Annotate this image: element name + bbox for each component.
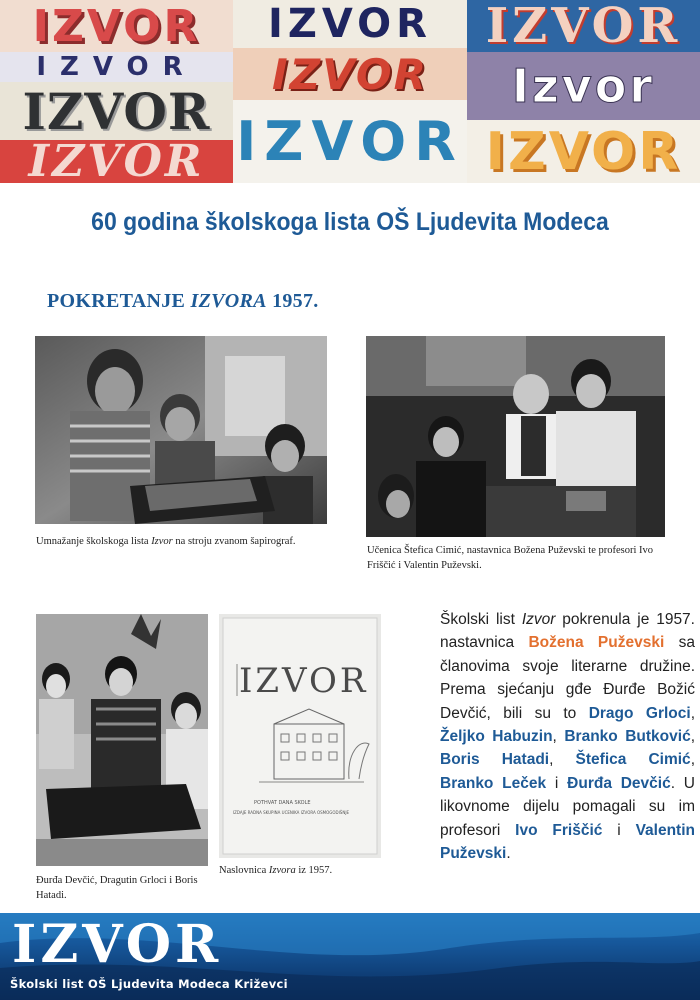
logo-text: IZVOR [272,49,428,99]
logo-text: Izvor [511,59,656,113]
article-text: i [546,774,568,792]
article-text: sa članovima svoje literarne družine. Prema sjećanju gđe Đurđe Božić Devčić, bili su to [440,634,695,722]
highlight-name: Đurđa Devčić [567,774,671,792]
article-text: , [690,704,695,722]
caption-text: iz 1957. [295,865,333,876]
article-text: Školski list [440,611,522,628]
logo-text: IZVOR [28,140,205,183]
highlight-name: Štefica Cimić [575,751,691,769]
photo-mimeograph [35,336,327,524]
logo-tile [233,0,467,48]
caption-text: Umnažanje školskoga lista [36,536,152,547]
highlight-name: Božena Puževski [528,634,665,652]
photo-teachers-students [366,336,665,537]
photo-students [36,614,208,866]
article-text: i [602,821,636,839]
article-text: , [690,728,695,746]
highlight-name: Valentin Puževski [440,821,695,863]
logo-tile [467,0,700,52]
section-heading [47,290,319,313]
caption-italic: Izvora [268,865,296,876]
article-text: . U likovnome dijelu pomagali su im profesori [440,774,695,839]
cover-logo: IZVOR [239,661,369,701]
photo-caption: Đurđa Devčić, Dragutin Grloci i Boris Hatadi. [36,875,198,901]
logo-tile [0,82,233,140]
footer-subtitle: Školski list OŠ Ljudevita Modeca Križevci [10,977,288,991]
logo-tile [0,0,233,52]
header-logo-collage [0,0,700,183]
logo-text: IZVOR [32,0,201,52]
footer-banner [0,913,700,1000]
article-text: pokrenula je 1957. nastavnica [440,611,695,652]
logo-tile [0,52,233,82]
article-text: , [552,728,565,746]
photo-cover-1957 [219,614,381,858]
logo-text: IZVOR [268,1,432,47]
highlight-name: Drago Grloci [588,704,691,722]
photo-caption [36,534,336,549]
logo-text: IZVOR [485,0,682,52]
logo-tile [0,140,233,183]
photo-caption [219,863,384,878]
footer-logo: IZVOR [12,914,223,975]
logo-text: IZVOR [22,82,211,140]
section-heading-suffix: 1957. [266,290,319,312]
cover-line: POTHVAT DANA SKOLE [254,800,311,806]
logo-text: IZVOR [236,110,464,173]
photo-caption: Učenica Štefica Cimić, nastavnica Božena Puževski te profesori Ivo Friščić i Valentin Puževski. [367,545,654,571]
highlight-name: Boris Hatadi [440,751,550,769]
logo-text: IZVOR [485,121,682,182]
logo-tile [233,100,467,183]
logo-text: IZVOR [36,52,197,82]
highlight-name: Branko Butković [564,728,691,746]
logo-tile [467,52,700,120]
section-heading-prefix: POKRETANJE [47,290,191,312]
article-text: , [690,751,695,769]
caption-italic: Izvor [151,536,173,547]
caption-text: na stroju zvanom šapirograf. [172,536,296,547]
cover-line: IZDAJE RADNA SKUPINA UCENIKA IZVORA OSMOGODIŠNJE [233,810,350,815]
logo-tile [233,48,467,100]
highlight-name: Branko Leček [440,774,547,792]
page-title: 60 godina školskoga lista OŠ Ljudevita Modeca [91,208,609,236]
caption-text: Naslovnica [219,865,269,876]
article-body [440,608,695,865]
highlight-name: Željko Habuzin [440,728,553,746]
article-text: . [506,845,511,863]
logo-tile [467,120,700,183]
article-italic: Izvor [521,611,556,628]
section-heading-italic: IZVORA [190,290,267,312]
article-text: , [549,751,576,769]
highlight-name: Ivo Friščić [515,821,603,839]
